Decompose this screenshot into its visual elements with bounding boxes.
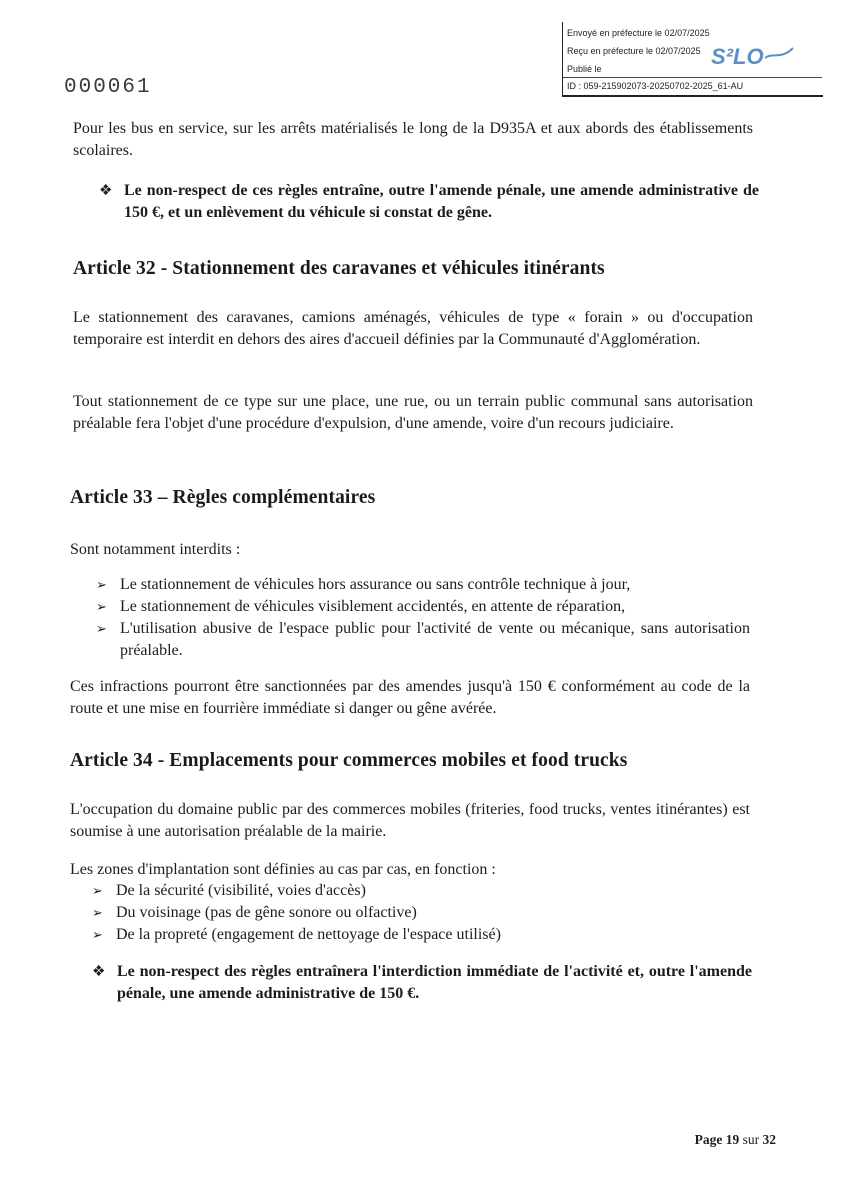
document-reference-number: 000061 (64, 76, 152, 99)
article-32-title: Article 32 - Stationnement des caravanes et véhicules itinérants (73, 258, 605, 279)
article-33-closing: Ces infractions pourront être sanctionnées par des amendes jusqu'à 150 € conformément au code de la route et une mise en fourrière immédiate si danger ou gêne avérée. (70, 678, 750, 717)
page-footer (695, 1132, 776, 1148)
stamp-divider (563, 77, 822, 78)
warning-note-1-text: Le non-respect de ces règles entraîne, outre l'amende pénale, une amende administrative de 150 €, et un enlèvement du véhicule si constat de gêne. (124, 182, 759, 221)
arrow-bullet-icon: ➢ (92, 883, 103, 898)
intro-paragraph: Pour les bus en service, sur les arrêts matérialisés le long de la D935A et aux abords des établissements scolaires. (73, 120, 753, 159)
article-33-closing-block (70, 676, 750, 720)
list-item: ➢ Le stationnement de véhicules hors assurance ou sans contrôle technique à jour, (96, 574, 750, 596)
s2lo-signature-icon (707, 36, 797, 72)
stamp-sent: Envoyé en préfecture le 02/07/2025 (567, 28, 710, 38)
diamond-bullet-icon: ❖ (92, 964, 106, 980)
warning-note-2 (92, 961, 752, 1005)
list-item: ➢ Du voisinage (pas de gêne sonore ou olfactive) (92, 902, 742, 924)
svg-text:S²LO: S²LO (711, 44, 764, 69)
stamp-received: Reçu en préfecture le 02/07/2025 (567, 46, 701, 56)
warning-note-1 (99, 180, 759, 224)
arrow-bullet-icon: ➢ (96, 599, 107, 614)
article-32-body-2 (73, 391, 753, 435)
diamond-bullet-icon: ❖ (99, 183, 113, 199)
article-34-lead: Les zones d'implantation sont définies au cas par cas, en fonction : (70, 861, 496, 878)
arrow-bullet-icon: ➢ (96, 621, 107, 636)
list-item: ➢ L'utilisation abusive de l'espace public pour l'activité de vente ou mécanique, sans autorisation préalable. (96, 620, 750, 659)
stamp-published: Publié le (567, 64, 602, 74)
article-33-lead: Sont notamment interdits : (70, 541, 241, 558)
article-33-list (96, 574, 750, 662)
list-item: ➢ De la propreté (engagement de nettoyage de l'espace utilisé) (92, 924, 742, 946)
page-label: Page (694, 1132, 723, 1147)
article-33-list-block (96, 574, 750, 662)
arrow-bullet-icon: ➢ (92, 905, 103, 920)
stamp-id: ID : 059-215902073-20250702-2025_61-AU (567, 81, 744, 91)
article-33-lead-block (70, 539, 750, 561)
prefecture-stamp (562, 22, 823, 97)
article-34-title: Article 34 - Emplacements pour commerces mobiles et food trucks (70, 750, 628, 771)
article-33 (70, 487, 750, 509)
article-34-list (92, 880, 742, 946)
article-34-list-block (92, 880, 742, 946)
article-34-lead-block (70, 859, 750, 881)
list-item: ➢ De la sécurité (visibilité, voies d'accès) (92, 880, 742, 902)
article-33-title: Article 33 – Règles complémentaires (70, 487, 376, 508)
warning-note-2-text: Le non-respect des règles entraînera l'interdiction immédiate de l'activité et, outre l'amende pénale, une amende administrative de 150 €. (117, 963, 752, 1002)
article-34-paragraph-1: L'occupation du domaine public par des commerces mobiles (friteries, food trucks, ventes itinérantes) est soumise à une autorisation préalable de la mairie. (70, 801, 750, 840)
article-34 (70, 750, 750, 772)
article-32-paragraph-1: Le stationnement des caravanes, camions aménagés, véhicules de type « forain » ou d'occupation temporaire est interdit en dehors des aires d'accueil définies par la Communauté d'Agglomération. (73, 309, 753, 348)
arrow-bullet-icon: ➢ (92, 927, 103, 942)
page-separator: sur (742, 1132, 760, 1147)
article-32 (73, 258, 753, 280)
article-32-body-1 (73, 307, 753, 351)
list-item: ➢ Le stationnement de véhicules visiblement accidentés, en attente de réparation, (96, 596, 750, 618)
intro-block (73, 118, 753, 162)
page-total: 32 (762, 1132, 776, 1147)
article-34-body-1 (70, 799, 750, 843)
page-number: 19 (725, 1132, 740, 1147)
arrow-bullet-icon: ➢ (96, 577, 107, 592)
article-32-paragraph-2: Tout stationnement de ce type sur une place, une rue, ou un terrain public communal sans autorisation préalable fera l'objet d'une procédure d'expulsion, d'une amende, voire d'un recours judiciaire. (73, 393, 753, 432)
